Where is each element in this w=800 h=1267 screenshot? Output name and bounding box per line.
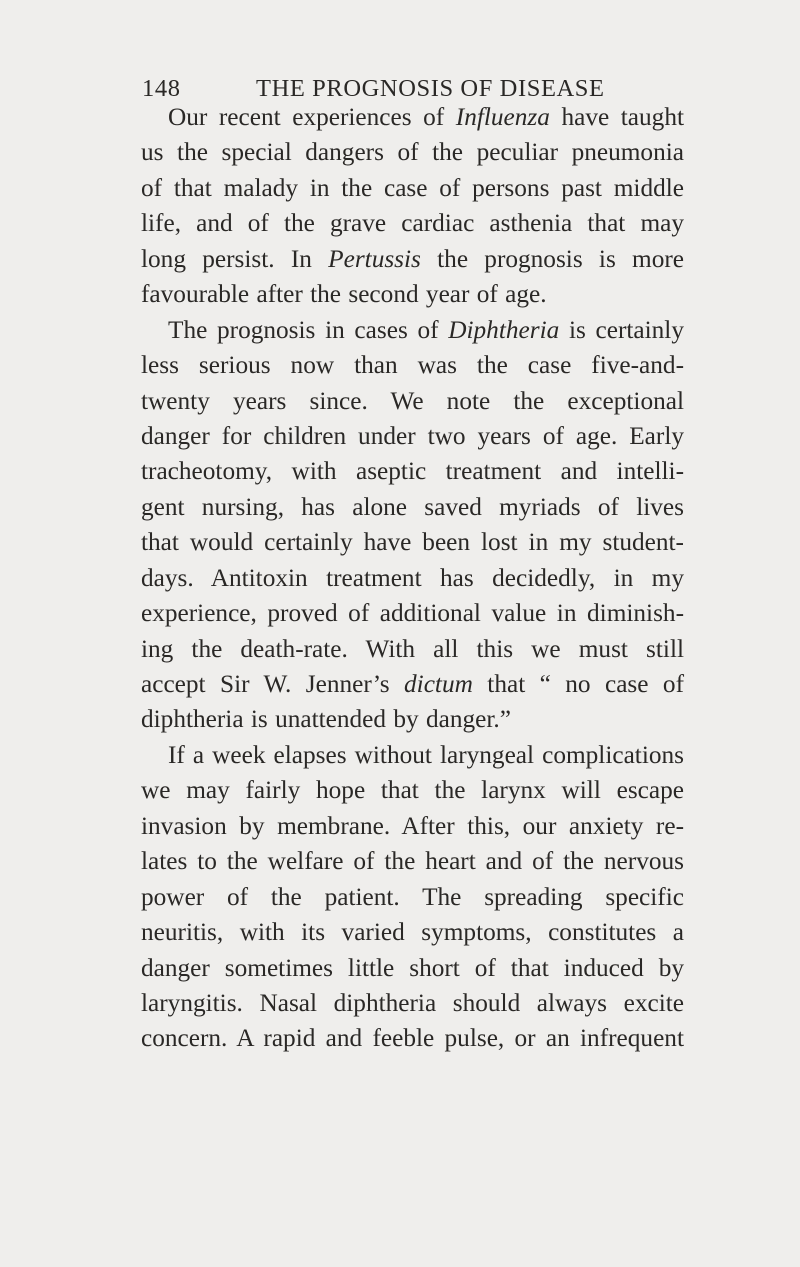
text-run: If a week elapses without laryngeal complications: [168, 740, 684, 769]
text-run: that would certainly have been lost in my student-: [141, 528, 684, 557]
text-line: [141, 206, 684, 241]
text-run: experience, proved of additional value in diminish-: [141, 599, 684, 628]
text-run: is certainly: [559, 315, 684, 344]
text-run: twenty years since. We note the exceptional: [141, 386, 684, 415]
text-line: [141, 951, 684, 986]
text-run: gent nursing, has alone saved myriads of lives: [141, 492, 684, 521]
text-line: [141, 277, 684, 312]
body-text: [141, 100, 684, 1057]
text-line: [141, 809, 684, 844]
text-run: lates to the welfare of the heart and of the nervous: [141, 847, 684, 876]
text-run: power of the patient. The spreading specific: [141, 882, 684, 911]
text-line: [141, 667, 684, 702]
text-run: invasion by membrane. After this, our anxiety re-: [141, 811, 684, 840]
text-line: [141, 100, 684, 135]
text-run: diphtheria is unattended by danger.”: [141, 705, 511, 734]
text-line: [141, 525, 684, 560]
text-run: less serious now than was the case five-and-: [141, 351, 684, 380]
text-line: [141, 773, 684, 808]
text-run: favourable after the second year of age.: [141, 280, 547, 309]
text-line: [141, 915, 684, 950]
text-run: the prognosis is more: [420, 244, 685, 273]
text-line: [141, 986, 684, 1021]
italic-term: Pertussis: [328, 244, 421, 273]
text-line: [141, 880, 684, 915]
text-run: laryngitis. Nasal diphtheria should always excite: [141, 988, 684, 1017]
text-run: us the special dangers of the peculiar pneumonia: [141, 138, 684, 167]
italic-term: Diphtheria: [448, 315, 560, 344]
text-line: [141, 1021, 684, 1056]
text-line: [141, 738, 684, 773]
text-line: [141, 561, 684, 596]
text-run: of that malady in the case of persons past middle: [141, 173, 684, 202]
text-line: [141, 702, 684, 737]
text-run: danger for children under two years of age. Early: [141, 421, 684, 450]
text-run: we may fairly hope that the larynx will escape: [141, 776, 684, 805]
text-line: [141, 313, 684, 348]
italic-term: Influenza: [455, 103, 550, 131]
text-run: neuritis, with its varied symptoms, constitutes a: [141, 918, 684, 947]
text-run: life, and of the grave cardiac asthenia that may: [141, 209, 684, 238]
text-line: [141, 135, 684, 170]
page-number: 148: [142, 75, 181, 102]
text-run: Our recent experiences of: [168, 103, 456, 131]
text-run: days. Antitoxin treatment has decidedly, in my: [141, 563, 684, 592]
text-run: that “ no case of: [472, 670, 684, 698]
text-run: danger sometimes little short of that induced by: [141, 953, 684, 982]
text-run: have taught: [549, 103, 684, 131]
text-line: [141, 419, 684, 454]
text-line: [141, 490, 684, 525]
text-run: accept Sir W. Jenner’s: [141, 670, 405, 698]
text-run: tracheotomy, with aseptic treatment and intelli-: [141, 457, 684, 486]
text-line: [141, 242, 684, 277]
text-run: long persist. In: [141, 244, 329, 273]
running-title: THE PROGNOSIS OF DISEASE: [256, 75, 605, 102]
italic-term: dictum: [404, 670, 473, 698]
text-line: [141, 454, 684, 489]
text-run: concern. A rapid and feeble pulse, or an infrequent: [141, 1024, 684, 1053]
text-line: [141, 171, 684, 206]
text-line: [141, 384, 684, 419]
text-line: [141, 632, 684, 667]
text-line: [141, 348, 684, 383]
text-line: [141, 844, 684, 879]
text-run: The prognosis in cases of: [168, 315, 449, 344]
text-run: ing the death-rate. With all this we must still: [141, 634, 684, 663]
text-line: [141, 596, 684, 631]
